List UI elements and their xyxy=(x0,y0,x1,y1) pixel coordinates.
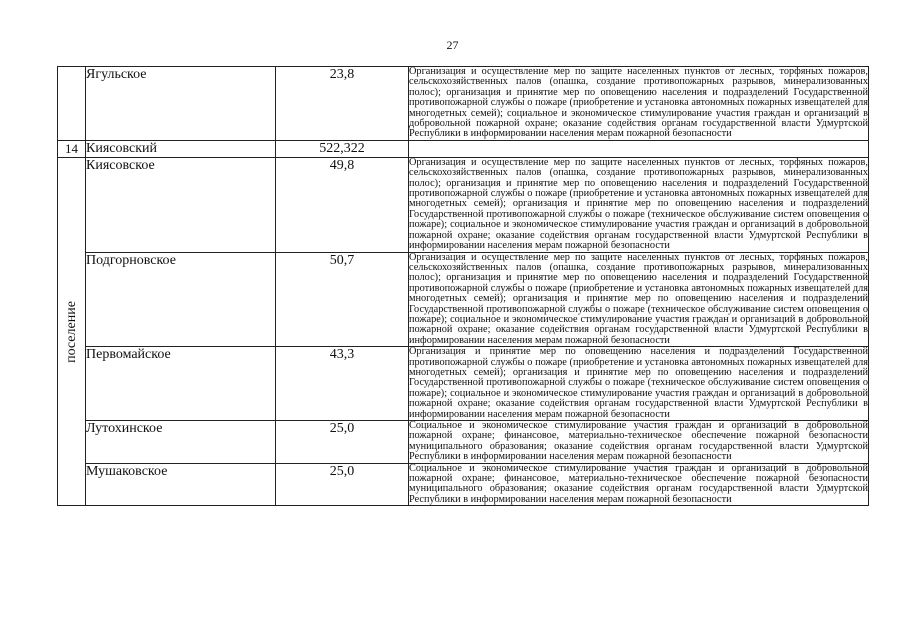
measures-description: Организация и осуществление мер по защите населенных пунктов от лесных, торфяных пожаров, сельскохозяйственных палов (опашка, создание противопожарных разрывов, минерализованных полос); организация и принятие мер по оповещению населения и подразделений Государственной противопожарной службы о пожаре (приобретение и установка автономных пожарных извещателей для многодетных семей); организация и принятие мер по оповещению населения и подразделений Государственной противопожарной службы о пожаре (техническое обслуживание систем оповещения о пожаре); социальное и экономическое стимулирование участия граждан и организаций в добровольной пожарной охране; оказание содействия органам государственной власти Удмуртской Республики в информировании населения мерам пожарной безопасности xyxy=(409,251,868,346)
settlement-name: Мушаковское xyxy=(86,463,276,506)
settlement-name: Первомайское xyxy=(86,347,276,421)
district-value: 522,322 xyxy=(276,140,409,157)
table-row xyxy=(58,157,869,252)
measures-description: Социальное и экономическое стимулирование участия граждан и организаций в добровольной пожарной охране; финансовое, материально-техническое обеспечение пожарной безопасности муниципального образования; оказание содействия органам государственной власти Удмуртской Республики в информировании населения мерам пожарной безопасности xyxy=(409,462,868,505)
district-number: 14 xyxy=(58,140,86,157)
settlement-name: Подгорновское xyxy=(86,252,276,347)
page-number: 27 xyxy=(446,38,459,52)
measures-description: Организация и осуществление мер по защите населенных пунктов от лесных, торфяных пожаров, сельскохозяйственных палов (опашка, создание противопожарных разрывов, минерализованных полос); организация и принятие мер по оповещению населения и подразделений Государственной противопожарной службы о пожаре (приобретение и установка автономных пожарных извещателей для многодетных семей); социальное и экономическое стимулирование участия граждан и организаций в добровольной пожарной охране; оказание содействия органам государственной власти Удмуртской Республики в информировании населения мерам пожарной безопасности xyxy=(409,66,868,140)
table-row xyxy=(58,421,869,464)
table-row xyxy=(58,67,869,141)
settlement-name: Киясовское xyxy=(86,157,276,252)
amount-value: 49,8 xyxy=(276,157,409,252)
measures-description: Социальное и экономическое стимулирование участия граждан и организаций в добровольной пожарной охране; финансовое, материально-техническое обеспечение пожарной безопасности муниципального образования; оказание содействия органам государственной власти Удмуртской Республики в информировании населения мерам пожарной безопасности xyxy=(409,420,868,463)
table-row xyxy=(58,463,869,506)
district-name: Киясовский xyxy=(86,140,276,157)
settlement-name: Лутохинское xyxy=(86,421,276,464)
empty-description-cell xyxy=(409,140,869,157)
measures-description: Организация и принятие мер по оповещению населения и подразделений Государственной противопожарной службы о пожаре (приобретение и установка автономных пожарных извещателей для многодетных семей); организация и принятие мер по оповещению населения и подразделений Государственной противопожарной службы о пожаре (техническое обслуживание систем оповещения о пожаре); социальное и экономическое стимулирование участия граждан и организаций в добровольной пожарной охране; оказание содействия органам государственной власти Удмуртской Республики в информировании населения мерам пожарной безопасности xyxy=(409,346,868,420)
group-label-cell xyxy=(58,157,86,505)
amount-value: 25,0 xyxy=(276,421,409,464)
amount-value: 23,8 xyxy=(276,67,409,141)
measures-description: Организация и осуществление мер по защите населенных пунктов от лесных, торфяных пожаров, сельскохозяйственных палов (опашка, создание противопожарных разрывов, минерализованных полос); организация и принятие мер по оповещению населения и подразделений Государственной противопожарной службы о пожаре (приобретение и установка автономных пожарных извещателей для многодетных семей); организация и принятие мер по оповещению населения и подразделений Государственной противопожарной службы о пожаре (техническое обслуживание систем оповещения о пожаре); социальное и экономическое стимулирование участия граждан и организаций в добровольной пожарной охране; оказание содействия органам государственной власти Удмуртской Республики в информировании населения мерам пожарной безопасности xyxy=(409,156,868,252)
table-row xyxy=(58,252,869,347)
group-label: поселение xyxy=(63,300,79,363)
amount-value: 50,7 xyxy=(276,252,409,347)
table-row xyxy=(58,347,869,421)
amount-value: 43,3 xyxy=(276,347,409,421)
row-number-cell xyxy=(58,67,86,141)
district-row xyxy=(58,140,869,157)
fire-safety-table xyxy=(57,66,869,506)
settlement-name: Ягульское xyxy=(86,67,276,141)
amount-value: 25,0 xyxy=(276,463,409,506)
